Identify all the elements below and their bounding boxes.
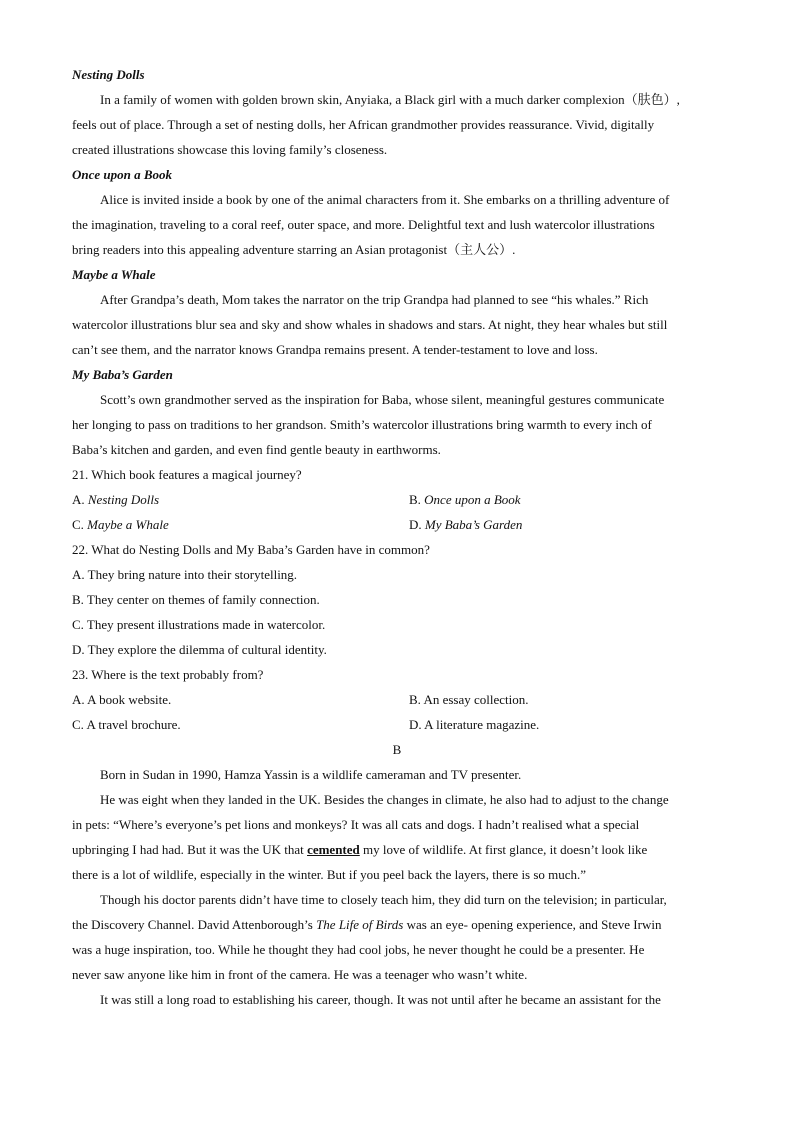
review-text-line: watercolor illustrations blur sea and sky and show whales in shadows and stars. At night, they hear whales but still <box>72 317 668 332</box>
paragraph-line: It was still a long road to establishing his career, though. It was not until after he became an assistant for the <box>100 992 661 1007</box>
option-d: D. A literature magazine. <box>409 717 540 732</box>
option-d: D. They explore the dilemma of cultural identity. <box>72 642 327 657</box>
option-c: C. Maybe a Whale <box>72 517 169 532</box>
option-row <box>72 687 722 712</box>
paragraph-line: He was eight when they landed in the UK. Besides the changes in climate, he also had to adjust to the change <box>100 792 669 807</box>
review-text-line: feels out of place. Through a set of nesting dolls, her African grandmother provides reassurance. Vivid, digitally <box>72 117 655 132</box>
review-title: Once upon a Book <box>72 167 173 182</box>
paragraph-line: upbringing I had had. But it was the UK that cemented my love of wildlife. At first glance, it doesn’t look like <box>72 842 648 857</box>
review-title: My Baba’s Garden <box>72 367 173 382</box>
review-title: Nesting Dolls <box>72 67 145 82</box>
paragraph-line: in pets: “Where’s everyone’s pet lions and monkeys? It was all cats and dogs. I hadn’t realised what a special <box>72 817 640 832</box>
section-heading: B <box>392 742 402 757</box>
review-text-line: bring readers into this appealing adventure starring an Asian protagonist（主人公）. <box>72 242 516 257</box>
option-c: C. They present illustrations made in watercolor. <box>72 617 326 632</box>
paragraph-line: Born in Sudan in 1990, Hamza Yassin is a wildlife cameraman and TV presenter. <box>100 767 522 782</box>
option-row <box>72 712 722 737</box>
review-text-line: In a family of women with golden brown skin, Anyiaka, a Black girl with a much darker complexion（肤色）, <box>100 92 680 107</box>
review-text-line: Scott’s own grandmother served as the inspiration for Baba, whose silent, meaningful gestures communicate <box>100 392 665 407</box>
paragraph-line: the Discovery Channel. David Attenborough’s The Life of Birds was an eye- opening experience, and Steve Irwin <box>72 917 662 932</box>
question-stem: 21. Which book features a magical journey? <box>72 467 302 482</box>
question-stem: 23. Where is the text probably from? <box>72 667 264 682</box>
review-text-line: the imagination, traveling to a coral reef, outer space, and more. Delightful text and lush watercolor illustrations <box>72 217 655 232</box>
option-a: A. Nesting Dolls <box>72 492 160 507</box>
review-text-line: After Grandpa’s death, Mom takes the narrator on the trip Grandpa had planned to see “his whales.” Rich <box>100 292 649 307</box>
review-title: Maybe a Whale <box>72 267 156 282</box>
document-page <box>72 62 722 1012</box>
review-text-line: her longing to pass on traditions to her grandson. Smith’s watercolor illustrations bring warmth to every inch of <box>72 417 652 432</box>
option-row <box>72 512 722 537</box>
review-text-line: can’t see them, and the narrator knows Grandpa remains present. A tender-testament to love and loss. <box>72 342 598 357</box>
paragraph-line: there is a lot of wildlife, especially in the winter. But if you peel back the layers, there is so much.” <box>72 867 587 882</box>
option-b: B. Once upon a Book <box>409 492 521 507</box>
paragraph-line: was a huge inspiration, too. While he thought they had cool jobs, he never thought he could be a presenter. He <box>72 942 645 957</box>
paragraph-line: Though his doctor parents didn’t have time to closely teach him, they did turn on the television; in particular, <box>100 892 667 907</box>
option-a: A. A book website. <box>72 692 172 707</box>
question-stem: 22. What do Nesting Dolls and My Baba’s Garden have in common? <box>72 542 430 557</box>
option-c: C. A travel brochure. <box>72 717 181 732</box>
review-text-line: Baba’s kitchen and garden, and even find gentle beauty in earthworms. <box>72 442 441 457</box>
option-row <box>72 487 722 512</box>
option-b: B. They center on themes of family connection. <box>72 592 320 607</box>
review-text-line: created illustrations showcase this loving family’s closeness. <box>72 142 388 157</box>
review-text-line: Alice is invited inside a book by one of the animal characters from it. She embarks on a thrilling adventure of <box>100 192 670 207</box>
paragraph-line: never saw anyone like him in front of the camera. He was a teenager who wasn’t white. <box>72 967 528 982</box>
underlined-word: cemented <box>307 842 360 857</box>
option-b: B. An essay collection. <box>409 692 529 707</box>
book-title: The Life of Birds <box>316 917 404 932</box>
option-d: D. My Baba’s Garden <box>409 517 523 532</box>
option-a: A. They bring nature into their storytelling. <box>72 567 298 582</box>
